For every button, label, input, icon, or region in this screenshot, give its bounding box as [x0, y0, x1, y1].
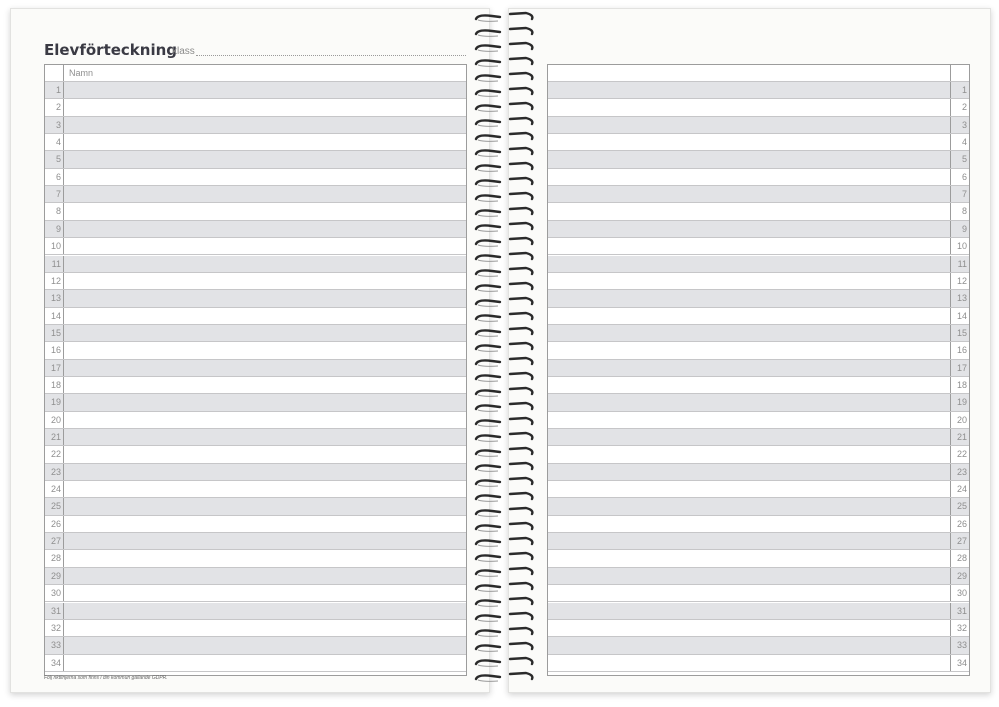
spiral-coil	[476, 118, 532, 126]
row-number: 5	[45, 151, 64, 167]
row-number: 19	[45, 394, 64, 410]
student-list-table-left	[44, 64, 467, 676]
spiral-coil	[476, 73, 532, 81]
table-row[interactable]	[45, 429, 466, 446]
table-row[interactable]	[548, 429, 969, 446]
table-row[interactable]	[548, 203, 969, 220]
table-row[interactable]	[548, 82, 969, 99]
spiral-coil	[476, 58, 532, 66]
row-number: 21	[950, 429, 969, 445]
klass-field[interactable]	[196, 55, 466, 56]
row-number: 23	[950, 464, 969, 480]
name-column-header: Namn	[69, 68, 94, 78]
spiral-coil	[476, 388, 532, 396]
spiral-coil	[476, 553, 532, 561]
row-number: 20	[45, 412, 64, 428]
row-number: 3	[45, 117, 64, 133]
row-number: 3	[950, 117, 969, 133]
row-number: 13	[45, 290, 64, 306]
row-number: 16	[950, 342, 969, 358]
table-row[interactable]	[45, 342, 466, 359]
row-number: 13	[950, 290, 969, 306]
spiral-coil	[476, 208, 532, 216]
spiral-coil	[476, 583, 532, 591]
row-number: 6	[45, 169, 64, 185]
title-row	[44, 38, 474, 60]
table-row[interactable]	[45, 169, 466, 186]
table-row[interactable]	[548, 99, 969, 116]
table-row[interactable]	[548, 603, 969, 620]
row-number: 32	[950, 620, 969, 636]
table-row[interactable]	[548, 481, 969, 498]
left-page	[10, 8, 490, 693]
row-number: 11	[950, 256, 969, 272]
row-number: 22	[950, 446, 969, 462]
page-title: Elevförteckning	[44, 41, 178, 59]
row-number: 18	[45, 377, 64, 393]
row-number: 15	[45, 325, 64, 341]
number-column-header	[45, 65, 64, 81]
table-row[interactable]	[45, 394, 466, 411]
spiral-coil	[476, 358, 532, 366]
table-row[interactable]	[548, 377, 969, 394]
table-row[interactable]	[548, 169, 969, 186]
table-row[interactable]	[548, 620, 969, 637]
table-row[interactable]	[45, 637, 466, 654]
table-row[interactable]	[548, 412, 969, 429]
row-number: 24	[45, 481, 64, 497]
table-row[interactable]	[548, 342, 969, 359]
table-row[interactable]	[45, 464, 466, 481]
row-number: 26	[950, 516, 969, 532]
spiral-coil	[476, 568, 532, 576]
spiral-coil	[476, 628, 532, 636]
row-number: 24	[950, 481, 969, 497]
spiral-coil	[476, 328, 532, 336]
table-row[interactable]	[548, 637, 969, 654]
table-row[interactable]	[45, 533, 466, 550]
row-number: 9	[950, 221, 969, 237]
spiral-coil	[476, 253, 532, 261]
row-number: 25	[45, 498, 64, 514]
table-row[interactable]	[45, 290, 466, 307]
spiral-binding	[470, 6, 540, 696]
row-number: 14	[950, 308, 969, 324]
gdpr-footnote: Följ riktlinjerna som finns i din kommun gällande GDPR.	[44, 675, 168, 681]
table-row[interactable]	[45, 256, 466, 273]
row-number: 8	[950, 203, 969, 219]
spiral-coil	[476, 463, 532, 471]
row-number: 33	[950, 637, 969, 653]
row-number: 1	[45, 82, 64, 98]
row-number: 5	[950, 151, 969, 167]
row-number: 14	[45, 308, 64, 324]
klass-label: klass	[172, 46, 195, 57]
row-number: 6	[950, 169, 969, 185]
table-row[interactable]	[45, 117, 466, 134]
table-row[interactable]	[548, 498, 969, 515]
spiral-coil	[476, 88, 532, 96]
row-number: 4	[950, 134, 969, 150]
table-row[interactable]	[548, 446, 969, 463]
table-row[interactable]	[548, 360, 969, 377]
row-number: 10	[45, 238, 64, 254]
row-number: 10	[950, 238, 969, 254]
spiral-coil	[476, 283, 532, 291]
row-number: 21	[45, 429, 64, 445]
table-row[interactable]	[45, 186, 466, 203]
spiral-coil	[476, 493, 532, 501]
row-number: 17	[950, 360, 969, 376]
table-row[interactable]	[548, 655, 969, 672]
spiral-coil	[476, 163, 532, 171]
row-number: 28	[45, 550, 64, 566]
row-number: 31	[45, 603, 64, 619]
table-row[interactable]	[548, 151, 969, 168]
table-row[interactable]	[45, 655, 466, 672]
row-number: 7	[950, 186, 969, 202]
row-number: 17	[45, 360, 64, 376]
spiral-coil	[476, 298, 532, 306]
spiral-coil	[476, 268, 532, 276]
row-number: 7	[45, 186, 64, 202]
table-row[interactable]	[45, 238, 466, 255]
row-number: 1	[950, 82, 969, 98]
row-number: 11	[45, 256, 64, 272]
table-row[interactable]	[45, 516, 466, 533]
table-row[interactable]	[548, 308, 969, 325]
row-number: 32	[45, 620, 64, 636]
table-row[interactable]	[548, 464, 969, 481]
table-row[interactable]	[548, 533, 969, 550]
row-number: 25	[950, 498, 969, 514]
table-row[interactable]	[45, 446, 466, 463]
row-number: 2	[45, 99, 64, 115]
right-page	[508, 8, 991, 693]
row-number: 28	[950, 550, 969, 566]
spiral-coil	[476, 613, 532, 621]
spiral-coil	[476, 538, 532, 546]
table-header-row	[45, 65, 466, 82]
spiral-coil	[476, 418, 532, 426]
spiral-coil	[476, 133, 532, 141]
table-row[interactable]	[45, 568, 466, 585]
row-number: 15	[950, 325, 969, 341]
student-list-table-right	[547, 64, 970, 676]
table-row[interactable]	[45, 620, 466, 637]
row-number: 12	[950, 273, 969, 289]
row-number: 34	[950, 655, 969, 671]
table-header-row	[548, 65, 969, 82]
table-row[interactable]	[45, 99, 466, 116]
table-row[interactable]	[45, 360, 466, 377]
row-number: 30	[950, 585, 969, 601]
spiral-coil	[476, 343, 532, 351]
table-row[interactable]	[548, 394, 969, 411]
spiral-coil	[476, 523, 532, 531]
table-row[interactable]	[548, 568, 969, 585]
spiral-coil	[476, 28, 532, 36]
table-row[interactable]	[45, 134, 466, 151]
table-row[interactable]	[548, 585, 969, 602]
table-row[interactable]	[45, 498, 466, 515]
row-number: 29	[45, 568, 64, 584]
spiral-coil	[476, 508, 532, 516]
row-number: 20	[950, 412, 969, 428]
row-number: 31	[950, 603, 969, 619]
row-number: 19	[950, 394, 969, 410]
table-row[interactable]	[548, 273, 969, 290]
table-row[interactable]	[45, 377, 466, 394]
table-row[interactable]	[45, 412, 466, 429]
spiral-coil	[476, 598, 532, 606]
row-number: 27	[950, 533, 969, 549]
table-row[interactable]	[548, 117, 969, 134]
table-row[interactable]	[548, 290, 969, 307]
table-row[interactable]	[548, 134, 969, 151]
table-row[interactable]	[548, 221, 969, 238]
table-row[interactable]	[45, 325, 466, 342]
spiral-coil	[476, 223, 532, 231]
spiral-coil	[476, 433, 532, 441]
number-column-header	[950, 65, 969, 81]
table-row[interactable]	[45, 308, 466, 325]
row-number: 16	[45, 342, 64, 358]
table-row[interactable]	[45, 585, 466, 602]
table-row[interactable]	[548, 516, 969, 533]
spiral-coil	[476, 238, 532, 246]
row-number: 26	[45, 516, 64, 532]
table-row[interactable]	[548, 238, 969, 255]
spiral-coil	[476, 193, 532, 201]
spiral-coil	[476, 448, 532, 456]
spiral-coil	[476, 103, 532, 111]
row-number: 18	[950, 377, 969, 393]
table-row[interactable]	[45, 550, 466, 567]
table-row[interactable]	[548, 186, 969, 203]
row-number: 12	[45, 273, 64, 289]
table-row[interactable]	[45, 273, 466, 290]
table-row[interactable]	[45, 221, 466, 238]
row-number: 8	[45, 203, 64, 219]
spiral-coil	[476, 313, 532, 321]
spiral-coil	[476, 478, 532, 486]
spiral-coil	[476, 13, 532, 21]
row-number: 4	[45, 134, 64, 150]
row-number: 2	[950, 99, 969, 115]
table-row[interactable]	[45, 151, 466, 168]
row-number: 23	[45, 464, 64, 480]
row-number: 34	[45, 655, 64, 671]
row-number: 29	[950, 568, 969, 584]
row-number: 27	[45, 533, 64, 549]
table-row[interactable]	[548, 256, 969, 273]
table-row[interactable]	[45, 603, 466, 620]
row-number: 9	[45, 221, 64, 237]
table-row[interactable]	[548, 325, 969, 342]
spiral-coil	[476, 658, 532, 666]
spiral-coil	[476, 178, 532, 186]
row-number: 22	[45, 446, 64, 462]
spiral-coil	[476, 43, 532, 51]
table-row[interactable]	[548, 550, 969, 567]
spiral-coil	[476, 373, 532, 381]
spiral-coil	[476, 148, 532, 156]
row-number: 30	[45, 585, 64, 601]
table-row[interactable]	[45, 203, 466, 220]
row-number: 33	[45, 637, 64, 653]
table-row[interactable]	[45, 481, 466, 498]
spiral-coil	[476, 403, 532, 411]
table-row[interactable]	[45, 82, 466, 99]
spiral-coil	[476, 673, 532, 681]
spiral-coil	[476, 643, 532, 651]
